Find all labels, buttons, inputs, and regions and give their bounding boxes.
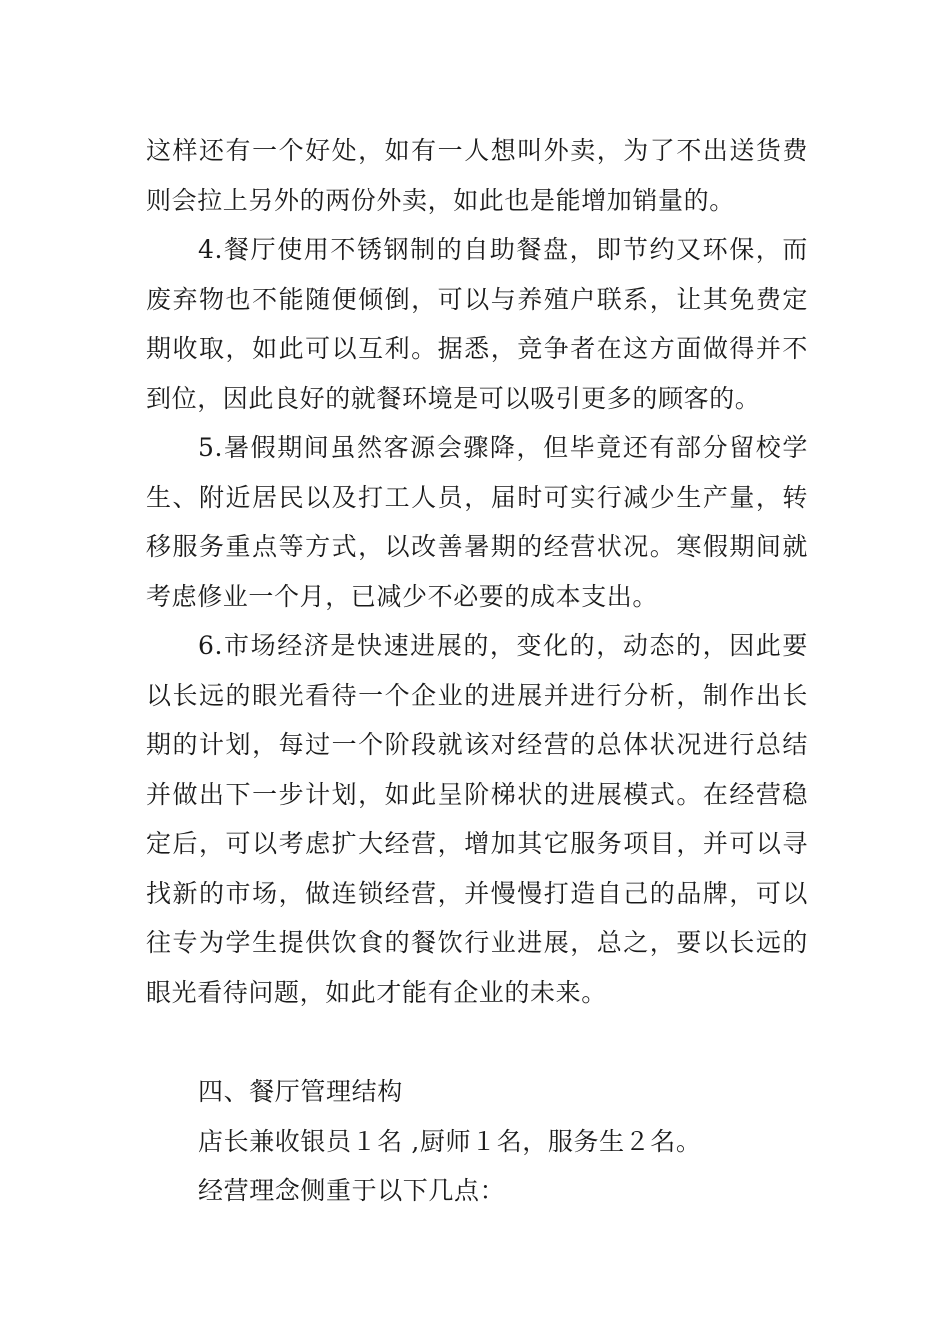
paragraph-continuation: 这样还有一个好处，如有一人想叫外卖，为了不出送货费则会拉上另外的两份外卖，如此也是能增加销量的。 [146,136,808,215]
paragraph-item-4: 4.餐厅使用不锈钢制的自助餐盘，即节约又环保，而废弃物也不能随便倾倒，可以与养殖户联系，让其免费定期收取，如此可以互利。据悉，竞争者在这方面做得并不到位，因此良好的就餐环境是可以吸引更多的顾客的。 [146,235,808,413]
section-heading: 四、餐厅管理结构 [198,1077,403,1106]
paragraph-item-6: 6.市场经济是快速进展的，变化的，动态的，因此要以长远的眼光看待一个企业的进展并进行分析，制作出长期的计划，每过一个阶段就该对经营的总体状况进行总结并做出下一步计划，如此呈阶梯状的进展模式。在经营稳定后，可以考虑扩大经营，增加其它服务项目，并可以寻找新的市场，做连锁经营，并慢慢打造自己的品牌，可以往专为学生提供饮食的餐饮行业进展，总之，要以长远的眼光看待问题，如此才能有企业的未来。 [146,631,808,1007]
concept-line: 经营理念侧重于以下几点： [198,1176,506,1205]
document-body [146,126,808,1216]
staff-line: 店长兼收银员１名 ,厨师１名，服务生２名。 [198,1126,702,1156]
section-spacer [146,1017,808,1067]
paragraph-item-5: 5.暑假期间虽然客源会骤降，但毕竟还有部分留校学生、附近居民以及打工人员，届时可实行减少生产量，转移服务重点等方式，以改善暑期的经营状况。寒假期间就考虑修业一个月，已减少不必要的成本支出。 [146,433,808,611]
